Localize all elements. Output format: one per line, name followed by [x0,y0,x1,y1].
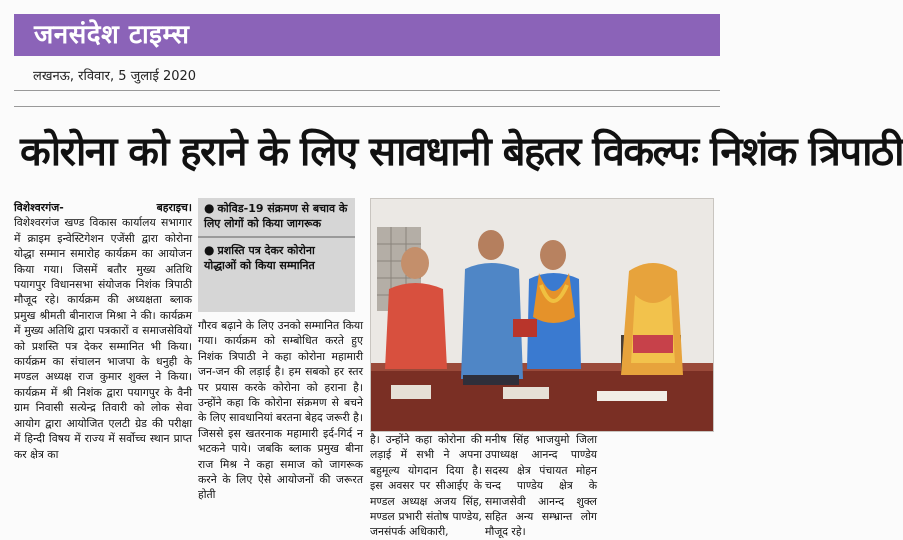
newspaper-name: जनसंदेश टाइम्स [34,20,190,50]
divider-mid [14,106,720,107]
article-column-4 [485,432,597,539]
article-column-2 [198,318,363,528]
highlight-2-text: प्रशस्ति पत्र देकर कोरोना योद्धाओं को किया सम्मानित [204,244,315,272]
article-column-3 [370,432,482,539]
event-photo [370,198,714,432]
article-body-3: है। उन्होंने कहा कोरोना की लड़ाई में सभी ने अपना बहुमूल्य योगदान दिया है। इस अवसर पर सीआईए के मण्डल अध्यक्ष अजय सिंह, मण्डल प्रभारी संतोष पाण्डेय, जनसंपर्क अधिकारी, [370,433,482,539]
article-body-4: मनीष सिंह भाजयुमो जिला उपाध्यक्ष आनन्द पाण्डेय सदस्य क्षेत्र पंचायत मोहन चन्द पाण्डेय क्षेत्र के समाजसेवी आनन्द शुक्ल सहित अन्य सम्भ्रान्त लोग मौजूद रहे। [485,433,597,539]
dateline-city: बहराइच। [156,201,192,214]
article-headline: कोरोना को हराने के लिए सावधानी बेहतर विकल्पः निशंक त्रिपाठी [20,129,903,175]
article-body-2: गौरव बढ़ाने के लिए उनको सम्मानित किया गया। कार्यक्रम को सम्बोधित करते हुए निशंक त्रिपाठी ने कहा कोरोना महामारी जन-जन की लड़ाई है। हम सबको हर स्तर पर प्रयास करके कोरोना को हराना है। उन्होंने कहा कि कोरोना संक्रमण से बचने के लिए सावधानियां बरतना बेहद जरूरी है। जिससे इस खतरनाक महामारी इर्द-गिर्द न भटकने पाये। जबकि ब्लाक प्रमुख बीना राज मिश्र ने कहा समाज को जागरूक करने के लिए ऐसे आयोजनों की जरूरत होती [198,319,363,502]
article-body-1: विशेश्वरगंज खण्ड विकास कार्यालय सभागार में क्राइम इन्वेस्टिगेशन एजेंसी द्वारा कोरोना योद्धा सम्मान समारोह कार्यक्रम का आयोजन किया गया। जिसमें बतौर मुख्य अतिथि पयागपुर विधानसभा संयोजक निशंक त्रिपाठी मौजूद रहे। कार्यक्रम की अध्यक्षता ब्लाक प्रमुख श्रीमती बीनाराज मिश्रा ने की। कार्यक्रम में मुख्य अतिथि द्वारा पत्रकारों व समाजसेवियों को प्रशस्ति पत्र देकर सम्मानित भी किया। कार्यक्रम का संचालन भाजपा के धनुही के मण्डल अध्यक्ष राज कुमार शुक्ल ने किया। कार्यक्रम में श्री निशंक द्वारा पयागपुर के वैनी ग्राम निवासी सत्येन्द्र तिवारी को लोक सेवा आयोग द्वारा आयोजित एलटी ग्रेड की परीक्षा में हिन्दी विषय में राज्य में सर्वोच्च स्थान प्राप्त कर क्षेत्र का [14,216,192,461]
highlight-divider [198,236,355,238]
highlight-2 [198,240,355,276]
article-column-1 [14,200,192,528]
dateline-place: विशेश्वरगंज- [14,201,64,214]
edition-dateline: लखनऊ, रविवार, 5 जुलाई 2020 [33,69,197,84]
highlights-box [198,198,355,312]
highlight-1-text: कोविड-19 संक्रमण से बचाव के लिए लोगों को किया जागरूक [204,202,348,230]
photo-illustration [371,199,713,431]
bullet-icon: ● [204,201,215,215]
article-dateline [14,200,192,215]
divider-top [14,90,720,91]
bullet-icon: ● [204,243,215,257]
highlight-1 [198,198,355,234]
